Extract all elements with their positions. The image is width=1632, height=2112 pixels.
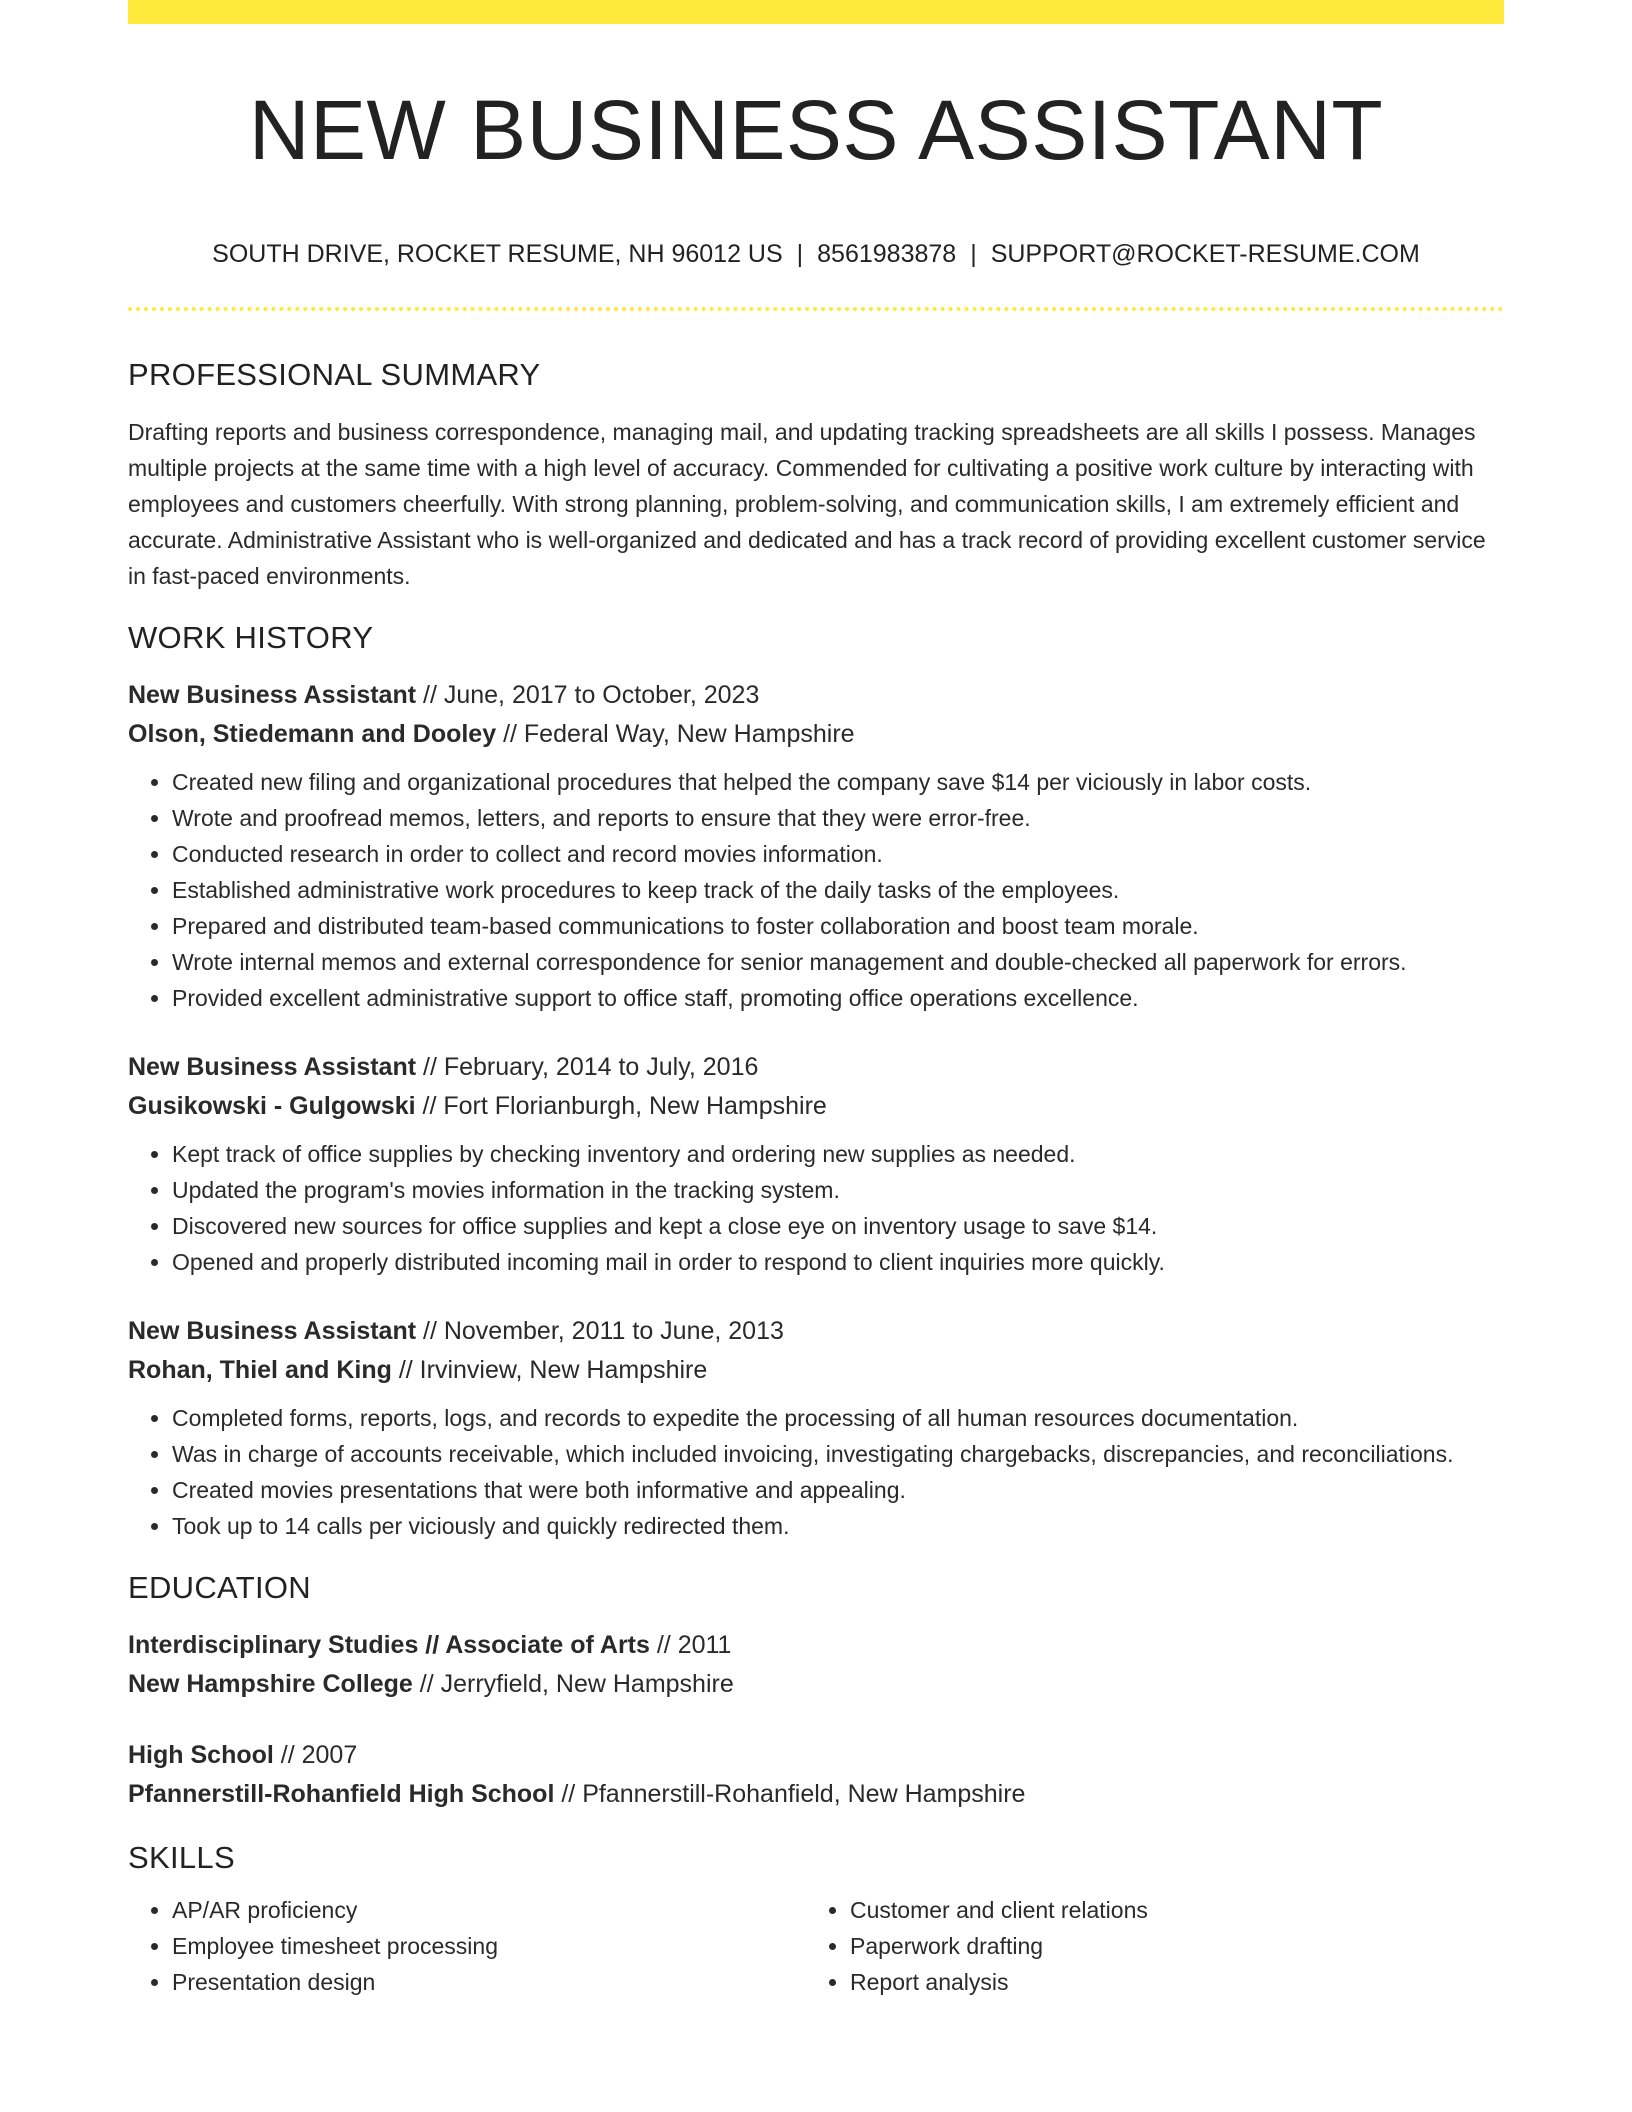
education-entry — [128, 1736, 1504, 1814]
job-dates: // November, 2011 to June, 2013 — [416, 1317, 784, 1345]
education-school: Pfannerstill-Rohanfield High School — [128, 1780, 555, 1808]
list-item: • Employee timesheet processing — [172, 1928, 806, 1964]
contact-line — [128, 236, 1504, 272]
job-location: // Federal Way, New Hampshire — [496, 720, 855, 748]
skills-list-left — [128, 1892, 806, 2000]
section-heading-skills: SKILLS — [128, 1840, 235, 1875]
list-item: • Was in charge of accounts receivable, which included invoicing, investigating chargebacks, discrepancies, and reconciliations. — [172, 1436, 1504, 1472]
job-company: Olson, Stiedemann and Dooley — [128, 720, 497, 748]
job-company: Rohan, Thiel and King — [128, 1356, 392, 1384]
contact-address: SOUTH DRIVE, ROCKET RESUME, NH 96012 US — [212, 240, 783, 268]
education-school-line — [128, 1665, 1504, 1704]
job-title: New Business Assistant — [128, 1317, 417, 1345]
accent-bar — [128, 0, 1504, 24]
education-school-line — [128, 1775, 1504, 1814]
job-bullets — [128, 1136, 1504, 1280]
list-item: • Report analysis — [850, 1964, 1484, 2000]
list-item: • Opened and properly distributed incoming mail in order to respond to client inquiries more quickly. — [172, 1244, 1504, 1280]
list-item: • Created movies presentations that were both informative and appealing. — [172, 1472, 1504, 1508]
section-heading-education: EDUCATION — [128, 1570, 311, 1605]
summary-text: Drafting reports and business correspondence, managing mail, and updating tracking spreadsheets are all skills I possess. Manages multiple projects at the same time with a high level of accuracy. Commended for cultivating a positive work culture by interacting with employees and customers cheerfully. With strong planning, problem-solving, and communication skills, I am extremely efficient and accurate. Administrative Assistant who is well-organized and dedicated and has a track record of providing excellent customer service in fast-paced environments. — [128, 419, 1486, 589]
list-item: • Conducted research in order to collect and record movies information. — [172, 836, 1504, 872]
education-school: New Hampshire College — [128, 1670, 413, 1698]
education-location: // Pfannerstill-Rohanfield, New Hampshire — [554, 1780, 1026, 1808]
job-title-line — [128, 1312, 1504, 1351]
education-degree-line — [128, 1626, 1504, 1665]
list-item: • Established administrative work procedures to keep track of the daily tasks of the employees. — [172, 872, 1504, 908]
contact-email: SUPPORT@ROCKET-RESUME.COM — [990, 240, 1420, 268]
education-year: // 2007 — [273, 1741, 358, 1769]
job-title-line — [128, 676, 1504, 715]
job-bullets — [128, 764, 1504, 1016]
contact-separator: | — [970, 240, 977, 268]
job-location: // Irvinview, New Hampshire — [391, 1356, 708, 1384]
list-item: • Wrote and proofread memos, letters, and reports to ensure that they were error-free. — [172, 800, 1504, 836]
job-company-line — [128, 1351, 1504, 1390]
job-entry — [128, 676, 1504, 1016]
job-title: New Business Assistant — [128, 681, 417, 709]
section-work-history — [128, 618, 1504, 1544]
section-skills — [128, 1838, 1504, 2000]
job-dates: // February, 2014 to July, 2016 — [416, 1053, 759, 1081]
list-item: • Completed forms, reports, logs, and records to expedite the processing of all human resources documentation. — [172, 1400, 1504, 1436]
list-item: • Updated the program's movies information in the tracking system. — [172, 1172, 1504, 1208]
contact-phone: 8561983878 — [817, 240, 957, 268]
education-degree: High School — [128, 1741, 274, 1769]
job-entry — [128, 1312, 1504, 1544]
list-item: • AP/AR proficiency — [172, 1892, 806, 1928]
section-heading-work: WORK HISTORY — [128, 620, 374, 655]
list-item: • Presentation design — [172, 1964, 806, 2000]
skills-list-right — [806, 1892, 1484, 2000]
job-title: New Business Assistant — [128, 1053, 417, 1081]
section-education — [128, 1568, 1504, 1814]
job-company: Gusikowski - Gulgowski — [128, 1092, 416, 1120]
section-heading-summary: PROFESSIONAL SUMMARY — [128, 357, 541, 392]
job-company-line — [128, 1087, 1504, 1126]
education-year: // 2011 — [649, 1631, 732, 1659]
job-location: // Fort Florianburgh, New Hampshire — [415, 1092, 827, 1120]
list-item: • Took up to 14 calls per viciously and quickly redirected them. — [172, 1508, 1504, 1544]
list-item: • Paperwork drafting — [850, 1928, 1484, 1964]
job-title-line — [128, 1048, 1504, 1087]
list-item: • Created new filing and organizational procedures that helped the company save $14 per viciously in labor costs. — [172, 764, 1504, 800]
resume-name: NEW BUSINESS ASSISTANT — [248, 83, 1384, 177]
list-item: • Discovered new sources for office supplies and kept a close eye on inventory usage to save $14. — [172, 1208, 1504, 1244]
list-item: • Customer and client relations — [850, 1892, 1484, 1928]
education-degree: Interdisciplinary Studies // Associate of Arts — [128, 1631, 650, 1659]
contact-separator: | — [796, 240, 804, 268]
job-company-line — [128, 715, 1504, 754]
list-item: • Wrote internal memos and external correspondence for senior management and double-checked all paperwork for errors. — [172, 944, 1504, 980]
education-degree-line — [128, 1736, 1504, 1775]
education-entry — [128, 1626, 1504, 1704]
job-bullets — [128, 1400, 1504, 1544]
list-item: • Kept track of office supplies by checking inventory and ordering new supplies as needed. — [172, 1136, 1504, 1172]
dotted-divider — [128, 307, 1504, 311]
list-item: • Provided excellent administrative support to office staff, promoting office operations excellence. — [172, 980, 1504, 1016]
skills-columns — [128, 1878, 1504, 2000]
resume-content — [128, 355, 1504, 2000]
job-entry — [128, 1048, 1504, 1280]
education-location: // Jerryfield, New Hampshire — [412, 1670, 734, 1698]
job-dates: // June, 2017 to October, 2023 — [416, 681, 760, 709]
list-item: • Prepared and distributed team-based communications to foster collaboration and boost team morale. — [172, 908, 1504, 944]
